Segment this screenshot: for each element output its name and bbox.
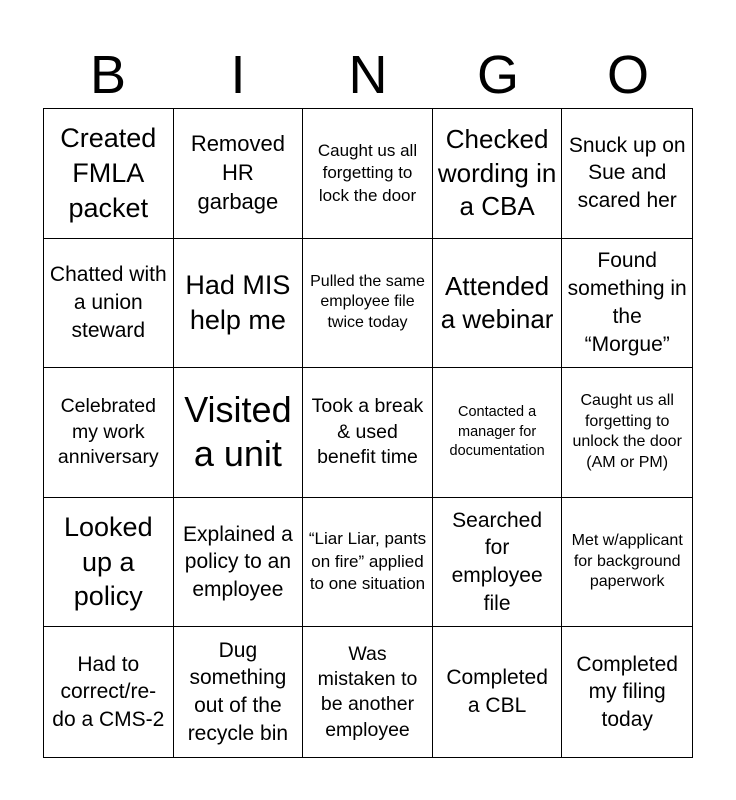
cell-text: Met w/applicant for background paperwork — [571, 531, 683, 591]
cell-text: Had MIS help me — [185, 270, 291, 335]
cell-text: “Liar Liar, pants on fire” applied to one situation — [308, 529, 427, 594]
bingo-cell[interactable] — [303, 239, 433, 369]
bingo-cell[interactable] — [174, 627, 304, 757]
bingo-cell[interactable] — [174, 498, 304, 628]
cell-text: Caught us all forgetting to lock the door — [317, 140, 418, 205]
bingo-cell[interactable] — [303, 627, 433, 757]
bingo-cell[interactable] — [433, 239, 563, 369]
cell-text: Contacted a manager for documentation — [449, 404, 545, 460]
cell-text: Created FMLA packet — [60, 123, 157, 223]
bingo-cell[interactable] — [433, 498, 563, 628]
bingo-cell[interactable] — [562, 627, 692, 757]
bingo-cell[interactable] — [174, 109, 304, 239]
cell-text: Completed my filing today — [576, 652, 678, 732]
cell-text: Attended a webinar — [440, 270, 554, 334]
cell-text: Snuck up on Sue and scared her — [568, 133, 686, 213]
bingo-cell[interactable] — [433, 368, 563, 498]
bingo-cell[interactable] — [562, 109, 692, 239]
bingo-cell[interactable] — [44, 239, 174, 369]
bingo-cell[interactable] — [562, 368, 692, 498]
cell-text: Found something in the “Morgue” — [567, 249, 687, 356]
bingo-cell[interactable] — [433, 627, 563, 757]
cell-text: Chatted with a union steward — [49, 263, 167, 342]
cell-text: Explained a policy to an employee — [183, 522, 293, 601]
cell-text: Visited a unit — [184, 388, 292, 475]
cell-text: Removed HR garbage — [190, 131, 285, 214]
header-letter-i: I — [230, 45, 246, 105]
cell-text: Celebrated my work anniversary — [57, 395, 159, 469]
bingo-cell[interactable] — [44, 368, 174, 498]
bingo-cell[interactable] — [562, 239, 692, 369]
cell-text: Searched for employee file — [451, 508, 543, 615]
bingo-grid — [43, 108, 693, 758]
bingo-cell[interactable] — [174, 368, 304, 498]
bingo-cell[interactable] — [44, 627, 174, 757]
header-letter-b: B — [89, 45, 127, 105]
bingo-cell[interactable] — [44, 498, 174, 628]
cell-text: Checked wording in a CBA — [437, 124, 557, 221]
bingo-cell[interactable] — [303, 109, 433, 239]
bingo-cell[interactable] — [303, 368, 433, 498]
header-letter-g: G — [476, 45, 519, 105]
bingo-header — [43, 42, 693, 108]
cell-text: Dug something out of the recycle bin — [187, 638, 289, 745]
cell-text: Looked up a policy — [64, 512, 153, 612]
header-letter-o: O — [606, 45, 649, 105]
cell-text: Pulled the same employee file twice today — [310, 272, 425, 332]
header-letter-n: N — [348, 45, 388, 105]
bingo-cell[interactable] — [174, 239, 304, 369]
bingo-cell[interactable] — [44, 109, 174, 239]
cell-text: Took a break & used benefit time — [311, 395, 424, 469]
cell-text: Caught us all forgetting to unlock the door (AM or PM) — [572, 391, 682, 472]
cell-text: Was mistaken to be another employee — [317, 642, 418, 741]
bingo-cell[interactable] — [562, 498, 692, 628]
cell-text: Had to correct/re-do a CMS-2 — [52, 652, 165, 732]
bingo-cell[interactable] — [433, 109, 563, 239]
cell-text: Completed a CBL — [446, 666, 548, 718]
bingo-cell[interactable] — [303, 498, 433, 628]
